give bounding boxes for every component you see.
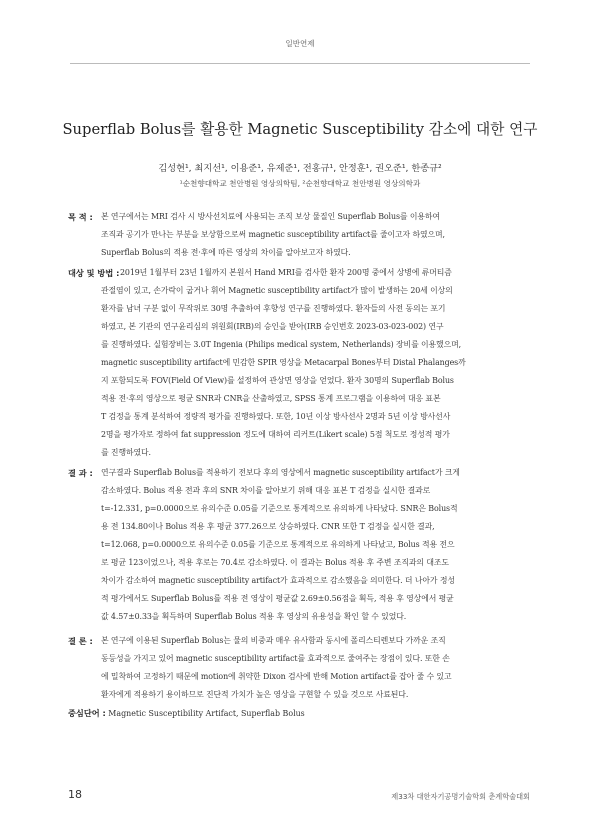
text-line: 지 포함되도록 FOV(Field Of View)를 설정하여 관상면 영상을 얻었다. 환자 30명의 Superflab Bolus — [101, 376, 454, 385]
text-line: 감소하였다. Bolus 적용 전과 후의 SNR 차이를 알아보기 위해 대응 표본 T 검정을 실시한 결과로 — [101, 486, 431, 495]
text-line: T 검정을 통계 분석하여 정량적 평가를 진행하였다. 또한, 10년 이상 방사선사 2명과 5년 이상 방사선사 — [101, 412, 451, 421]
methods-section — [68, 264, 538, 462]
text-line: 관절염이 있고, 손가락이 굽거나 휘어 Magnetic susceptibility artifact가 많이 발생하는 20세 이상의 — [101, 286, 453, 295]
text-line: 2명을 평가자로 정하여 fat suppression 정도에 대하여 리커트(Likert scale) 5점 척도로 정성적 평가 — [101, 430, 450, 439]
purpose-label: 목 적 : — [68, 212, 93, 222]
text-line: 동등성을 가지고 있어 magnetic susceptibility artifact를 효과적으로 줄여주는 장점이 있다. 또한 손 — [101, 654, 450, 663]
text-line: 를 진행하였다. — [101, 448, 151, 457]
methods-label: 대상 및 방법 : — [68, 268, 120, 278]
purpose-text — [68, 208, 538, 262]
conclusion-section — [68, 632, 538, 704]
text-line: 환자를 남녀 구분 없이 무작위로 30명 추출하여 후향성 연구를 진행하였다. 환자들의 사전 동의는 포기 — [101, 304, 446, 313]
methods-text — [68, 264, 538, 462]
text-line: 적용 전·후의 영상으로 평균 SNR과 CNR을 산출하였고, SPSS 통계 프로그램을 이용하여 대응 표본 — [101, 394, 441, 403]
text-line: Superflab Bolus의 적용 전·후에 따른 영상의 차이를 알아보고자 하였다. — [101, 248, 351, 257]
text-line: 에 밀착하여 고정하기 때문에 motion에 취약한 Dixon 검사에 반해 Motion artifact를 잡아 줄 수 있고 — [101, 672, 452, 681]
results-label: 결 과 : — [68, 468, 93, 478]
results-text — [68, 464, 538, 626]
keywords-label: 중심단어 : — [68, 708, 106, 718]
text-line: t=12.068, p=0.0000으로 유의수준 0.05를 기준으로 통계적으로 유의하게 나타났고, Bolus 적용 전으 — [101, 540, 455, 549]
text-line: 하였고, 본 기관의 연구윤리심의 위원회(IRB)의 승인을 받아(IRB 승인번호 2023-03-023-002) 연구 — [101, 322, 444, 331]
keywords-text: Magnetic Susceptibility Artifact, Superflab Bolus — [108, 709, 305, 718]
text-line: 본 연구에 이용된 Superflab Bolus는 물의 비중과 매우 유사함과 동시에 폴리스티렌보다 가까운 조직 — [101, 636, 446, 645]
paper-title: Superflab Bolus를 활용한 Magnetic Susceptibility 감소에 대한 연구 — [62, 121, 538, 138]
text-line: 본 연구에서는 MRI 검사 시 방사선치료에 사용되는 조직 보상 물질인 Superflab Bolus를 이용하여 — [101, 212, 440, 221]
header-divider — [70, 63, 530, 64]
text-line: t=-12.331, p=0.0000으로 유의수준 0.05를 기준으로 통계적으로 유의하게 나타났다. SNR은 Bolus적 — [101, 504, 458, 513]
text-line: magnetic susceptibility artifact에 민감한 SPIR 영상을 Metacarpal Bones부터 Distal Phalanges까 — [101, 358, 466, 367]
text-line: 2019년 1월부터 23년 1월까지 본원서 Hand MRI를 검사한 환자 200명 중에서 상병에 류머티즘 — [120, 268, 452, 277]
text-line: 조직과 공기가 만나는 부분을 보상함으로써 magnetic susceptibility artifact를 줄이고자 하였으며, — [101, 230, 445, 239]
text-line: 환자에게 적용하기 용이하므로 진단적 가치가 높은 영상을 구현할 수 있을 것으로 사료된다. — [101, 690, 409, 699]
affiliations: ¹순천향대학교 천안병원 영상의학팀, ²순천향대학교 천안병원 영상의학과 — [179, 179, 421, 188]
keywords — [68, 704, 538, 723]
conclusion-label: 결 론 : — [68, 636, 93, 646]
text-line: 값 4.57±0.33을 획득하며 Superflab Bolus 적용 후 영상의 유용성을 확인 할 수 있었다. — [101, 612, 407, 621]
conference-name: 제33차 대한자기공명기술학회 춘계학술대회 — [391, 792, 530, 801]
conclusion-text — [68, 632, 538, 704]
author-list: 김성현¹, 최지선¹, 이용준¹, 유제준¹, 전홍규¹, 안정훈¹, 권오준¹, 한종규² — [158, 163, 442, 174]
results-section — [68, 464, 538, 626]
header-label: 일반연제 — [285, 39, 315, 48]
page-number: 18 — [68, 788, 82, 801]
text-line: 를 진행하였다. 실험장비는 3.0T Ingenia (Philips medical system, Netherlands) 장비를 이용했으며, — [101, 340, 462, 349]
text-line: 차이가 감소하여 magnetic susceptibility artifact가 효과적으로 감소했음을 의미한다. 더 나아가 정성 — [101, 576, 455, 585]
text-line: 연구결과 Superflab Bolus를 적용하기 전보다 후의 영상에서 magnetic susceptibility artifact가 크게 — [101, 468, 460, 477]
text-line: 로 평균 123이었으나, 적용 후로는 70.4로 감소하였다. 이 결과는 Bolus 적용 후 주변 조직과의 대조도 — [101, 558, 449, 567]
text-line: 용 전 134.80이나 Bolus 적용 후 평균 377.26으로 상승하였다. CNR 또한 T 검정을 실시한 결과, — [101, 522, 435, 531]
text-line: 적 평가에서도 Superflab Bolus를 적용 전 영상이 평균값 2.69±0.56점을 획득, 적용 후 영상에서 평균 — [101, 594, 454, 603]
purpose-section — [68, 208, 538, 262]
